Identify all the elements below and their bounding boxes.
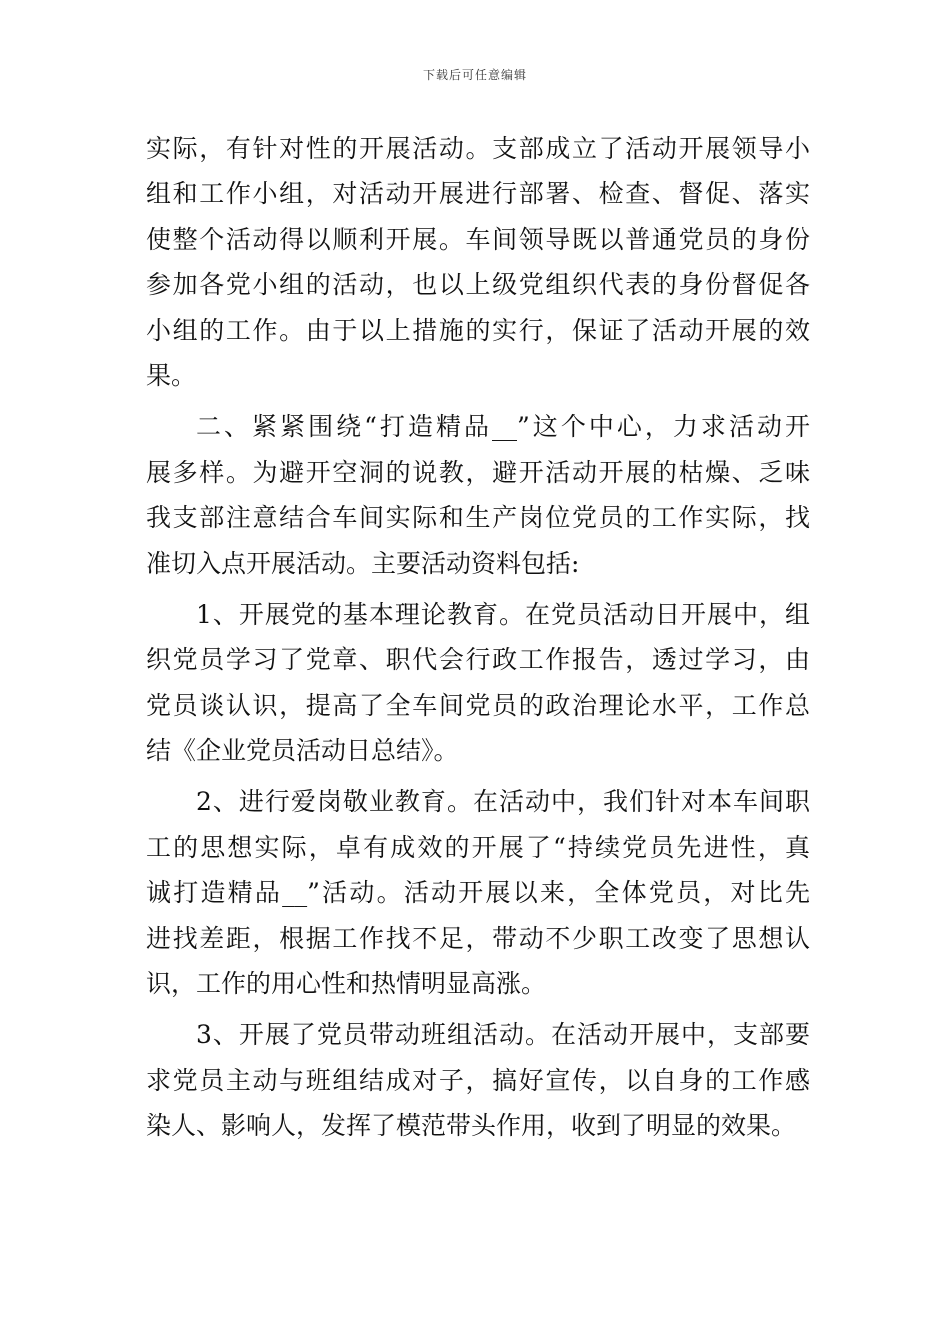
text-line: 准切入点开展活动。主要活动资料包括: [146,548,580,578]
text-line: 1、开展党的基本理论教育。在党员活动日开展中，组 [196,599,810,629]
text-line: 结《企业党员活动日总结》。 [146,736,459,766]
text-line: 求党员主动与班组结成对子，搞好宣传，以自身的工作感 [146,1065,810,1095]
text-line: 进找差距，根据工作找不足，带动不少职工改变了思想认 [146,923,810,953]
text-line: 使整个活动得以顺利开展。车间领导既以普通党员的身份 [146,224,810,254]
text-line: 织党员学习了党章、职代会行政工作报告，透过学习，由 [146,645,810,675]
text-line: 染人、影响人，发挥了模范带头作用，收到了明显的效果。 [146,1111,797,1141]
paragraph-3 [146,592,810,774]
text-line: 我支部注意结合车间实际和生产岗位党员的工作实际，找 [146,503,810,533]
text-line: 识，工作的用心性和热情明显高涨。 [146,969,547,999]
text-line: 实际，有针对性的开展活动。支部成立了活动开展领导小 [146,134,810,163]
header-note: 下载后可任意编辑 [422,68,527,82]
body-text [146,126,810,1155]
paragraph-2 [146,404,810,586]
text-line: 小组的工作。由于以上措施的实行，保证了活动开展的效 [146,315,810,345]
text-line: 组和工作小组，对活动开展进行部署、检查、督促、落实 [146,179,810,209]
text-line: 党员谈认识，提高了全车间党员的政治理论水平，工作总 [146,690,810,720]
text-line: 二、紧紧围绕“打造精品__”这个中心，力求活动开 [196,412,810,442]
text-line: 2、进行爱岗敬业教育。在活动中，我们针对本车间职 [196,787,810,817]
text-line: 参加各党小组的活动，也以上级党组织代表的身份督促各 [146,270,810,300]
paragraph-5 [146,1012,810,1148]
text-line: 诚打造精品__”活动。活动开展以来，全体党员，对比先 [146,878,810,908]
paragraph-1 [146,126,810,398]
paragraph-4 [146,779,810,1006]
text-line: 3、开展了党员带动班组活动。在活动开展中，支部要 [196,1020,810,1050]
text-line: 果。 [146,360,197,390]
text-line: 工的思想实际，卓有成效的开展了“持续党员先进性，真 [146,832,810,862]
text-line: 展多样。为避开空洞的说教，避开活动开展的枯燥、乏味 [146,457,810,487]
